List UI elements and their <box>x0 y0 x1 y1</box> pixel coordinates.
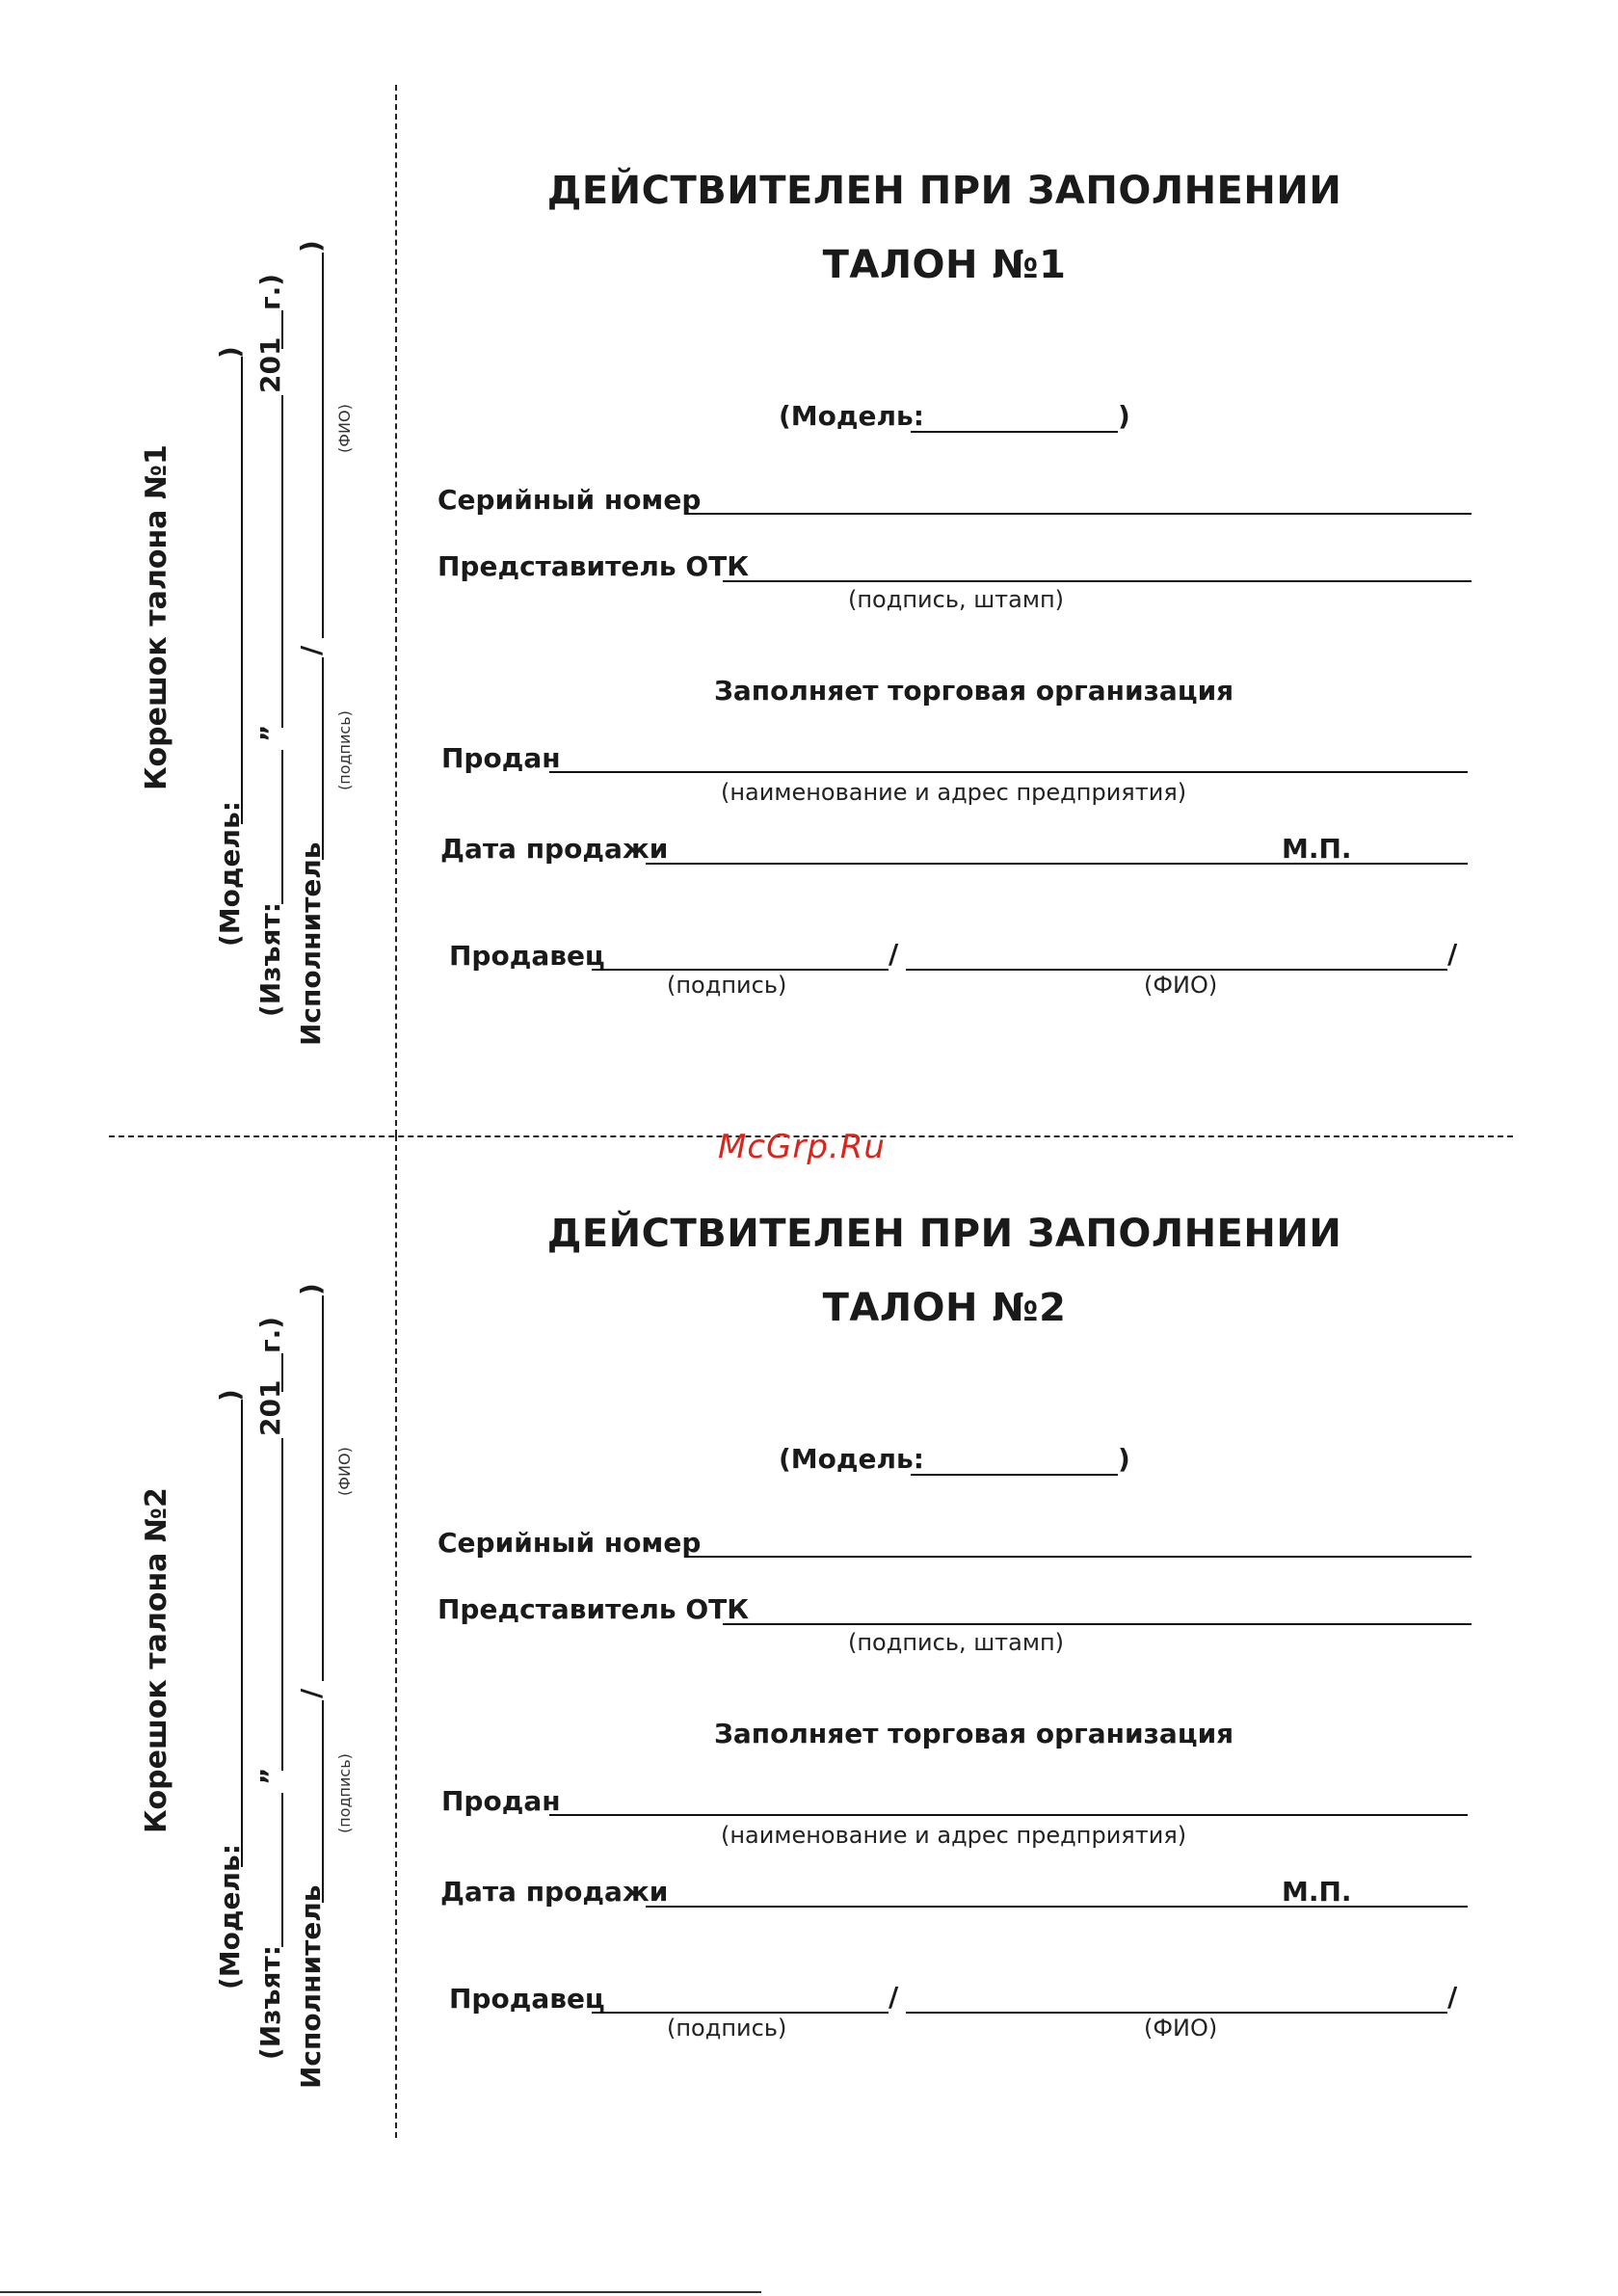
seller-slash-2: / <box>1447 1981 1458 2013</box>
stub-executor-label: Исполнитель <box>295 841 327 1046</box>
sold-label: Продан <box>441 1785 561 1817</box>
stub-seized-month-line <box>281 395 283 728</box>
model-close: ) <box>1118 400 1130 432</box>
stub-executor-name-line <box>322 253 324 638</box>
seller-name-field[interactable] <box>906 2012 1447 2014</box>
watermark: McGrp.Ru <box>718 1128 886 1166</box>
stub-title: Корешок талона №2 <box>140 1487 173 1833</box>
stub-slash: / <box>295 1688 327 1698</box>
stub-model-line <box>241 357 243 824</box>
model-label: (Модель: <box>779 400 924 432</box>
stub-year-suffix: г.) <box>254 273 286 310</box>
stub-signature-caption: (подпись) <box>335 1753 354 1833</box>
coupon-number: ТАЛОН №2 <box>822 1286 1067 1330</box>
stub-quote: ” <box>254 724 286 742</box>
stub-executor-signature-line <box>322 657 324 860</box>
coupon-2 <box>0 1043 1618 2089</box>
seller-name-field[interactable] <box>906 969 1447 971</box>
seller-name-caption: (ФИО) <box>1144 972 1218 999</box>
otk-field[interactable] <box>723 580 1472 582</box>
stub-executor-label: Исполнитель <box>295 1884 327 2089</box>
stub-seized-day-line <box>281 1793 283 1947</box>
otk-label: Представитель ОТК <box>438 1593 750 1625</box>
stub-seized-day-line <box>281 750 283 904</box>
stub-year-prefix: 201 <box>254 336 286 393</box>
stub-close-paren: ) <box>295 1283 327 1295</box>
seller-slash-2: / <box>1447 938 1458 970</box>
model-field[interactable] <box>911 1474 1118 1476</box>
sold-field[interactable] <box>549 1814 1468 1816</box>
coupon-1 <box>0 0 1618 1046</box>
seller-slash-1: / <box>889 938 899 970</box>
stub-signature-caption: (подпись) <box>335 710 354 790</box>
stub-name-caption: (ФИО) <box>335 404 354 453</box>
stub-year-line <box>281 1353 283 1392</box>
stub-executor-signature-line <box>322 1700 324 1903</box>
otk-label: Представитель ОТК <box>438 550 750 582</box>
seller-label: Продавец <box>449 1983 605 2015</box>
stub-quote: ” <box>254 1767 286 1785</box>
bottom-rule <box>0 2291 761 2293</box>
stub-title: Корешок талона №1 <box>140 444 173 790</box>
serial-label: Серийный номер <box>438 1527 702 1559</box>
sale-date-label: Дата продажи <box>440 1876 669 1908</box>
seller-slash-1: / <box>889 1981 899 2013</box>
seller-signature-caption: (подпись) <box>667 2015 787 2042</box>
stub-model-close: ) <box>214 1389 246 1402</box>
otk-field[interactable] <box>723 1623 1472 1625</box>
sold-label: Продан <box>441 742 561 774</box>
seller-signature-caption: (подпись) <box>667 972 787 999</box>
stub-year-prefix: 201 <box>254 1379 286 1436</box>
otk-caption: (подпись, штамп) <box>848 1629 1065 1656</box>
stub-slash: / <box>295 645 327 655</box>
seller-signature-field[interactable] <box>592 969 889 971</box>
trade-org-heading: Заполняет торговая организация <box>714 675 1234 707</box>
stub-year-suffix: г.) <box>254 1316 286 1353</box>
page-title: ДЕЙСТВИТЕЛЕН ПРИ ЗАПОЛНЕНИИ <box>546 169 1342 213</box>
stub-executor-name-line <box>322 1295 324 1681</box>
stub-seized-label: (Изъят: <box>254 902 286 1017</box>
model-field[interactable] <box>911 431 1118 433</box>
serial-label: Серийный номер <box>438 484 702 516</box>
stub-model-close: ) <box>214 346 246 359</box>
model-label: (Модель: <box>779 1443 924 1475</box>
stub-name-caption: (ФИО) <box>335 1447 354 1496</box>
seller-signature-field[interactable] <box>592 2012 889 2014</box>
stub-seized-label: (Изъят: <box>254 1945 286 2060</box>
trade-org-heading: Заполняет торговая организация <box>714 1718 1234 1749</box>
stub-model-label: (Модель: <box>214 801 246 947</box>
coupon-number: ТАЛОН №1 <box>822 243 1067 287</box>
stamp-label: М.П. <box>1282 1876 1352 1908</box>
stub-model-label: (Модель: <box>214 1844 246 1989</box>
stub-model-line <box>241 1400 243 1867</box>
stamp-label: М.П. <box>1282 833 1352 865</box>
stub-close-paren: ) <box>295 240 327 253</box>
seller-name-caption: (ФИО) <box>1144 2015 1218 2042</box>
stub-year-line <box>281 310 283 349</box>
sold-field[interactable] <box>549 771 1468 773</box>
serial-field[interactable] <box>686 1556 1472 1558</box>
otk-caption: (подпись, штамп) <box>848 586 1065 613</box>
sale-date-label: Дата продажи <box>440 833 669 865</box>
sold-caption: (наименование и адрес предприятия) <box>721 779 1187 806</box>
model-close: ) <box>1118 1443 1130 1475</box>
sold-caption: (наименование и адрес предприятия) <box>721 1822 1187 1849</box>
serial-field[interactable] <box>686 513 1472 515</box>
seller-label: Продавец <box>449 940 605 972</box>
page-title: ДЕЙСТВИТЕЛЕН ПРИ ЗАПОЛНЕНИИ <box>546 1212 1342 1256</box>
stub-seized-month-line <box>281 1438 283 1771</box>
